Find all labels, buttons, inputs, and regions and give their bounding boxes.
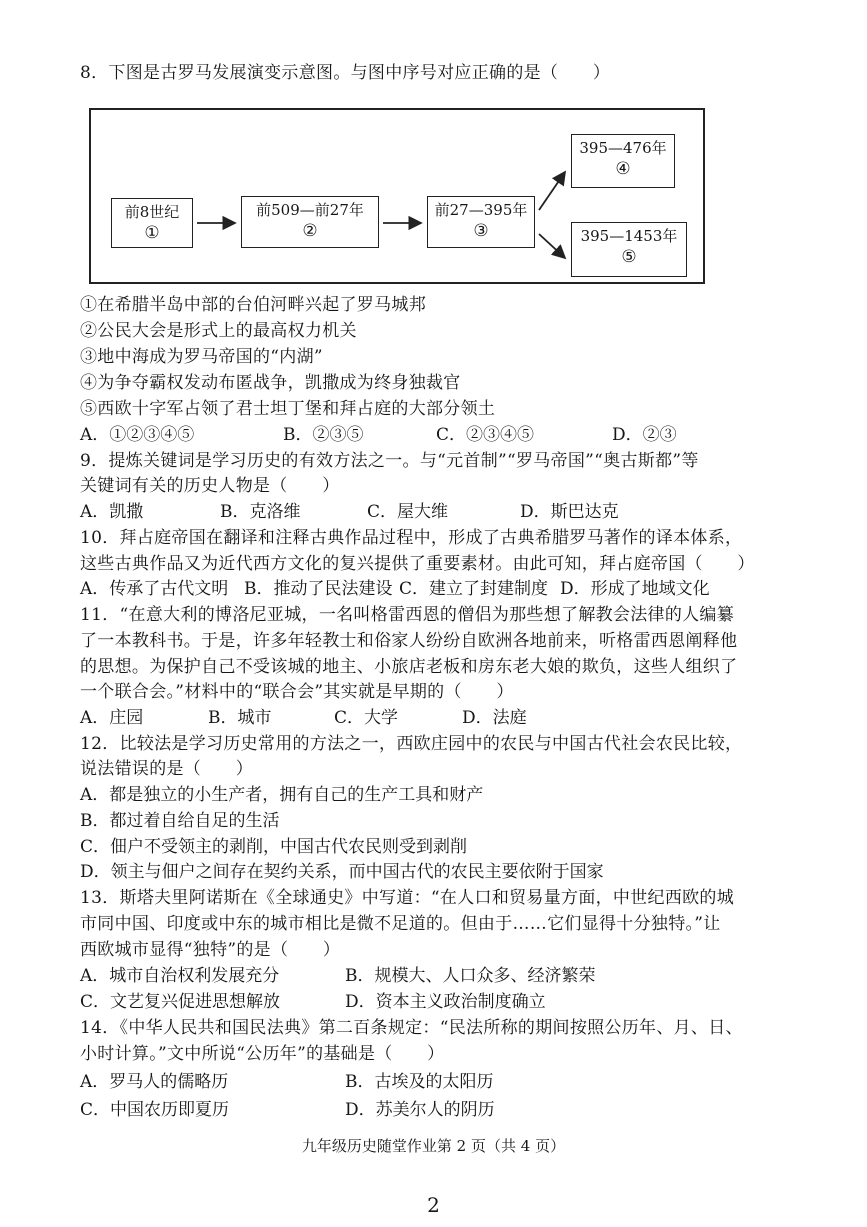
q13-stem-line-2: 市同中国、印度或中东的城市相比是微不足道的。但由于……它们显得十分独特。”让	[80, 914, 721, 934]
q8-item-1: ①在希腊半岛中部的台伯河畔兴起了罗马城邦	[80, 295, 426, 315]
q12-stem-line-1: 12．比较法是学习历史常用的方法之一，西欧庄园中的农民与中国古代社会农民比较，	[80, 734, 743, 754]
q14-option-a[interactable]: A．罗马人的儒略历	[80, 1072, 229, 1092]
q8-option-d[interactable]: D．②③	[612, 425, 677, 445]
q8-stem: 8．下图是古罗马发展演变示意图。与图中序号对应正确的是（ ）	[80, 63, 611, 83]
q8-option-c[interactable]: C．②③④⑤	[436, 425, 535, 445]
q13-stem-line-3: 西欧城市显得“独特”的是（ ）	[80, 940, 341, 960]
node-date: 395—1453年	[580, 227, 678, 245]
q13-stem-line-1: 13．斯塔夫里阿诺斯在《全球通史》中写道：“在人口和贸易量方面，中世纪西欧的城	[80, 888, 735, 908]
q14-stem-line-2: 小时计算。”文中所说“公历年”的基础是（ ）	[80, 1044, 445, 1064]
q12-option-d[interactable]: D．领主与佃户之间存在契约关系，而中国古代的农民主要依附于国家	[80, 862, 604, 882]
q9-option-d[interactable]: D．斯巴达克	[520, 502, 619, 522]
q14-stem-line-1: 14．《中华人民共和国民法典》第二百条规定：“民法所称的期间按照公历年、月、日、	[80, 1018, 743, 1038]
q11-stem-line-1: 11．“在意大利的博洛尼亚城，一名叫格雷西恩的僧侣为那些想了解教会法律的人编纂	[80, 605, 735, 625]
q12-stem-line-2: 说法错误的是（ ）	[80, 759, 253, 779]
q14-option-d[interactable]: D．苏美尔人的阴历	[345, 1100, 495, 1120]
node-date: 前8世纪	[124, 203, 180, 221]
node-date: 395—476年	[579, 139, 667, 157]
q12-option-b[interactable]: B．都过着自给自足的生活	[80, 811, 280, 831]
q12-option-c[interactable]: C．佃户不受领主的剥削，中国古代农民则受到剥削	[80, 837, 468, 857]
q10-stem-line-1: 10．拜占庭帝国在翻译和注释古典作品过程中，形成了古典希腊罗马著作的译本体系，	[80, 528, 743, 548]
q8-item-5: ⑤西欧十字军占领了君士坦丁堡和拜占庭的大部分领土	[80, 399, 496, 419]
q9-option-a[interactable]: A．凯撒	[80, 502, 144, 522]
rome-timeline-diagram	[89, 108, 705, 284]
q14-option-b[interactable]: B．古埃及的太阳历	[345, 1072, 494, 1092]
q11-option-d[interactable]: D．法庭	[462, 708, 527, 728]
q12-option-a[interactable]: A．都是独立的小生产者，拥有自己的生产工具和财产	[80, 785, 484, 805]
q13-option-b[interactable]: B．规模大、人口众多、经济繁荣	[345, 966, 596, 986]
page-number: 2	[427, 1193, 440, 1217]
q10-stem-line-2: 这些古典作品又为近代西方文化的复兴提供了重要素材。由此可知，拜占庭帝国（ ）	[80, 554, 755, 574]
q10-option-b[interactable]: B．推动了民法建设	[244, 579, 393, 599]
q9-stem-line-2: 关键词有关的历史人物是（ ）	[80, 476, 340, 496]
node-number: ①	[144, 223, 160, 243]
node-number: ③	[473, 221, 489, 241]
q14-option-c[interactable]: C．中国农历即夏历	[80, 1100, 230, 1120]
q10-option-c[interactable]: C．建立了封建制度	[399, 579, 549, 599]
node-number: ⑤	[621, 247, 637, 267]
q9-stem-line-1: 9．提炼关键词是学习历史的有效方法之一。与“元首制”“罗马帝国”“奥古斯都”等	[80, 451, 699, 471]
q11-stem-line-3: 的思想。为保护自己不受该城的地主、小旅店老板和房东老大娘的欺负，这些人组织了	[80, 657, 738, 677]
arrow-3-5	[539, 234, 565, 258]
q11-option-c[interactable]: C．大学	[334, 708, 399, 728]
page-footer: 九年级历史随堂作业第 2 页（共 4 页）	[301, 1137, 566, 1155]
q8-option-a[interactable]: A．①②③④⑤	[80, 425, 195, 445]
q8-item-4: ④为争夺霸权发动布匿战争，凯撒成为终身独裁官	[80, 373, 461, 393]
q10-option-d[interactable]: D．形成了地域文化	[560, 579, 710, 599]
node-date: 前509—前27年	[256, 201, 364, 219]
q11-stem-line-2: 了一本教科书。于是，许多年轻教士和俗家人纷纷自欧洲各地前来，听格雷西恩阐释他	[80, 631, 738, 651]
node-date: 前27—395年	[434, 201, 528, 219]
diagram-arrows	[91, 110, 703, 282]
q8-item-3: ③地中海成为罗马帝国的“内湖”	[80, 347, 323, 367]
arrow-3-4	[539, 172, 565, 210]
node-number: ④	[615, 159, 631, 179]
q13-option-a[interactable]: A．城市自治权利发展充分	[80, 966, 280, 986]
q10-option-a[interactable]: A．传承了古代文明	[80, 579, 229, 599]
q11-option-b[interactable]: B．城市	[208, 708, 272, 728]
node-number: ②	[302, 221, 318, 241]
q11-option-a[interactable]: A．庄园	[80, 708, 144, 728]
q9-option-c[interactable]: C．屋大维	[367, 502, 449, 522]
q13-option-c[interactable]: C．文艺复兴促进思想解放	[80, 992, 281, 1012]
q11-stem-line-4: 一个联合会。”材料中的“联合会”其实就是早期的（ ）	[80, 682, 514, 702]
q8-option-b[interactable]: B．②③⑤	[283, 425, 364, 445]
q9-option-b[interactable]: B．克洛维	[220, 502, 301, 522]
q13-option-d[interactable]: D．资本主义政治制度确立	[345, 992, 546, 1012]
q8-item-2: ②公民大会是形式上的最高权力机关	[80, 321, 357, 341]
